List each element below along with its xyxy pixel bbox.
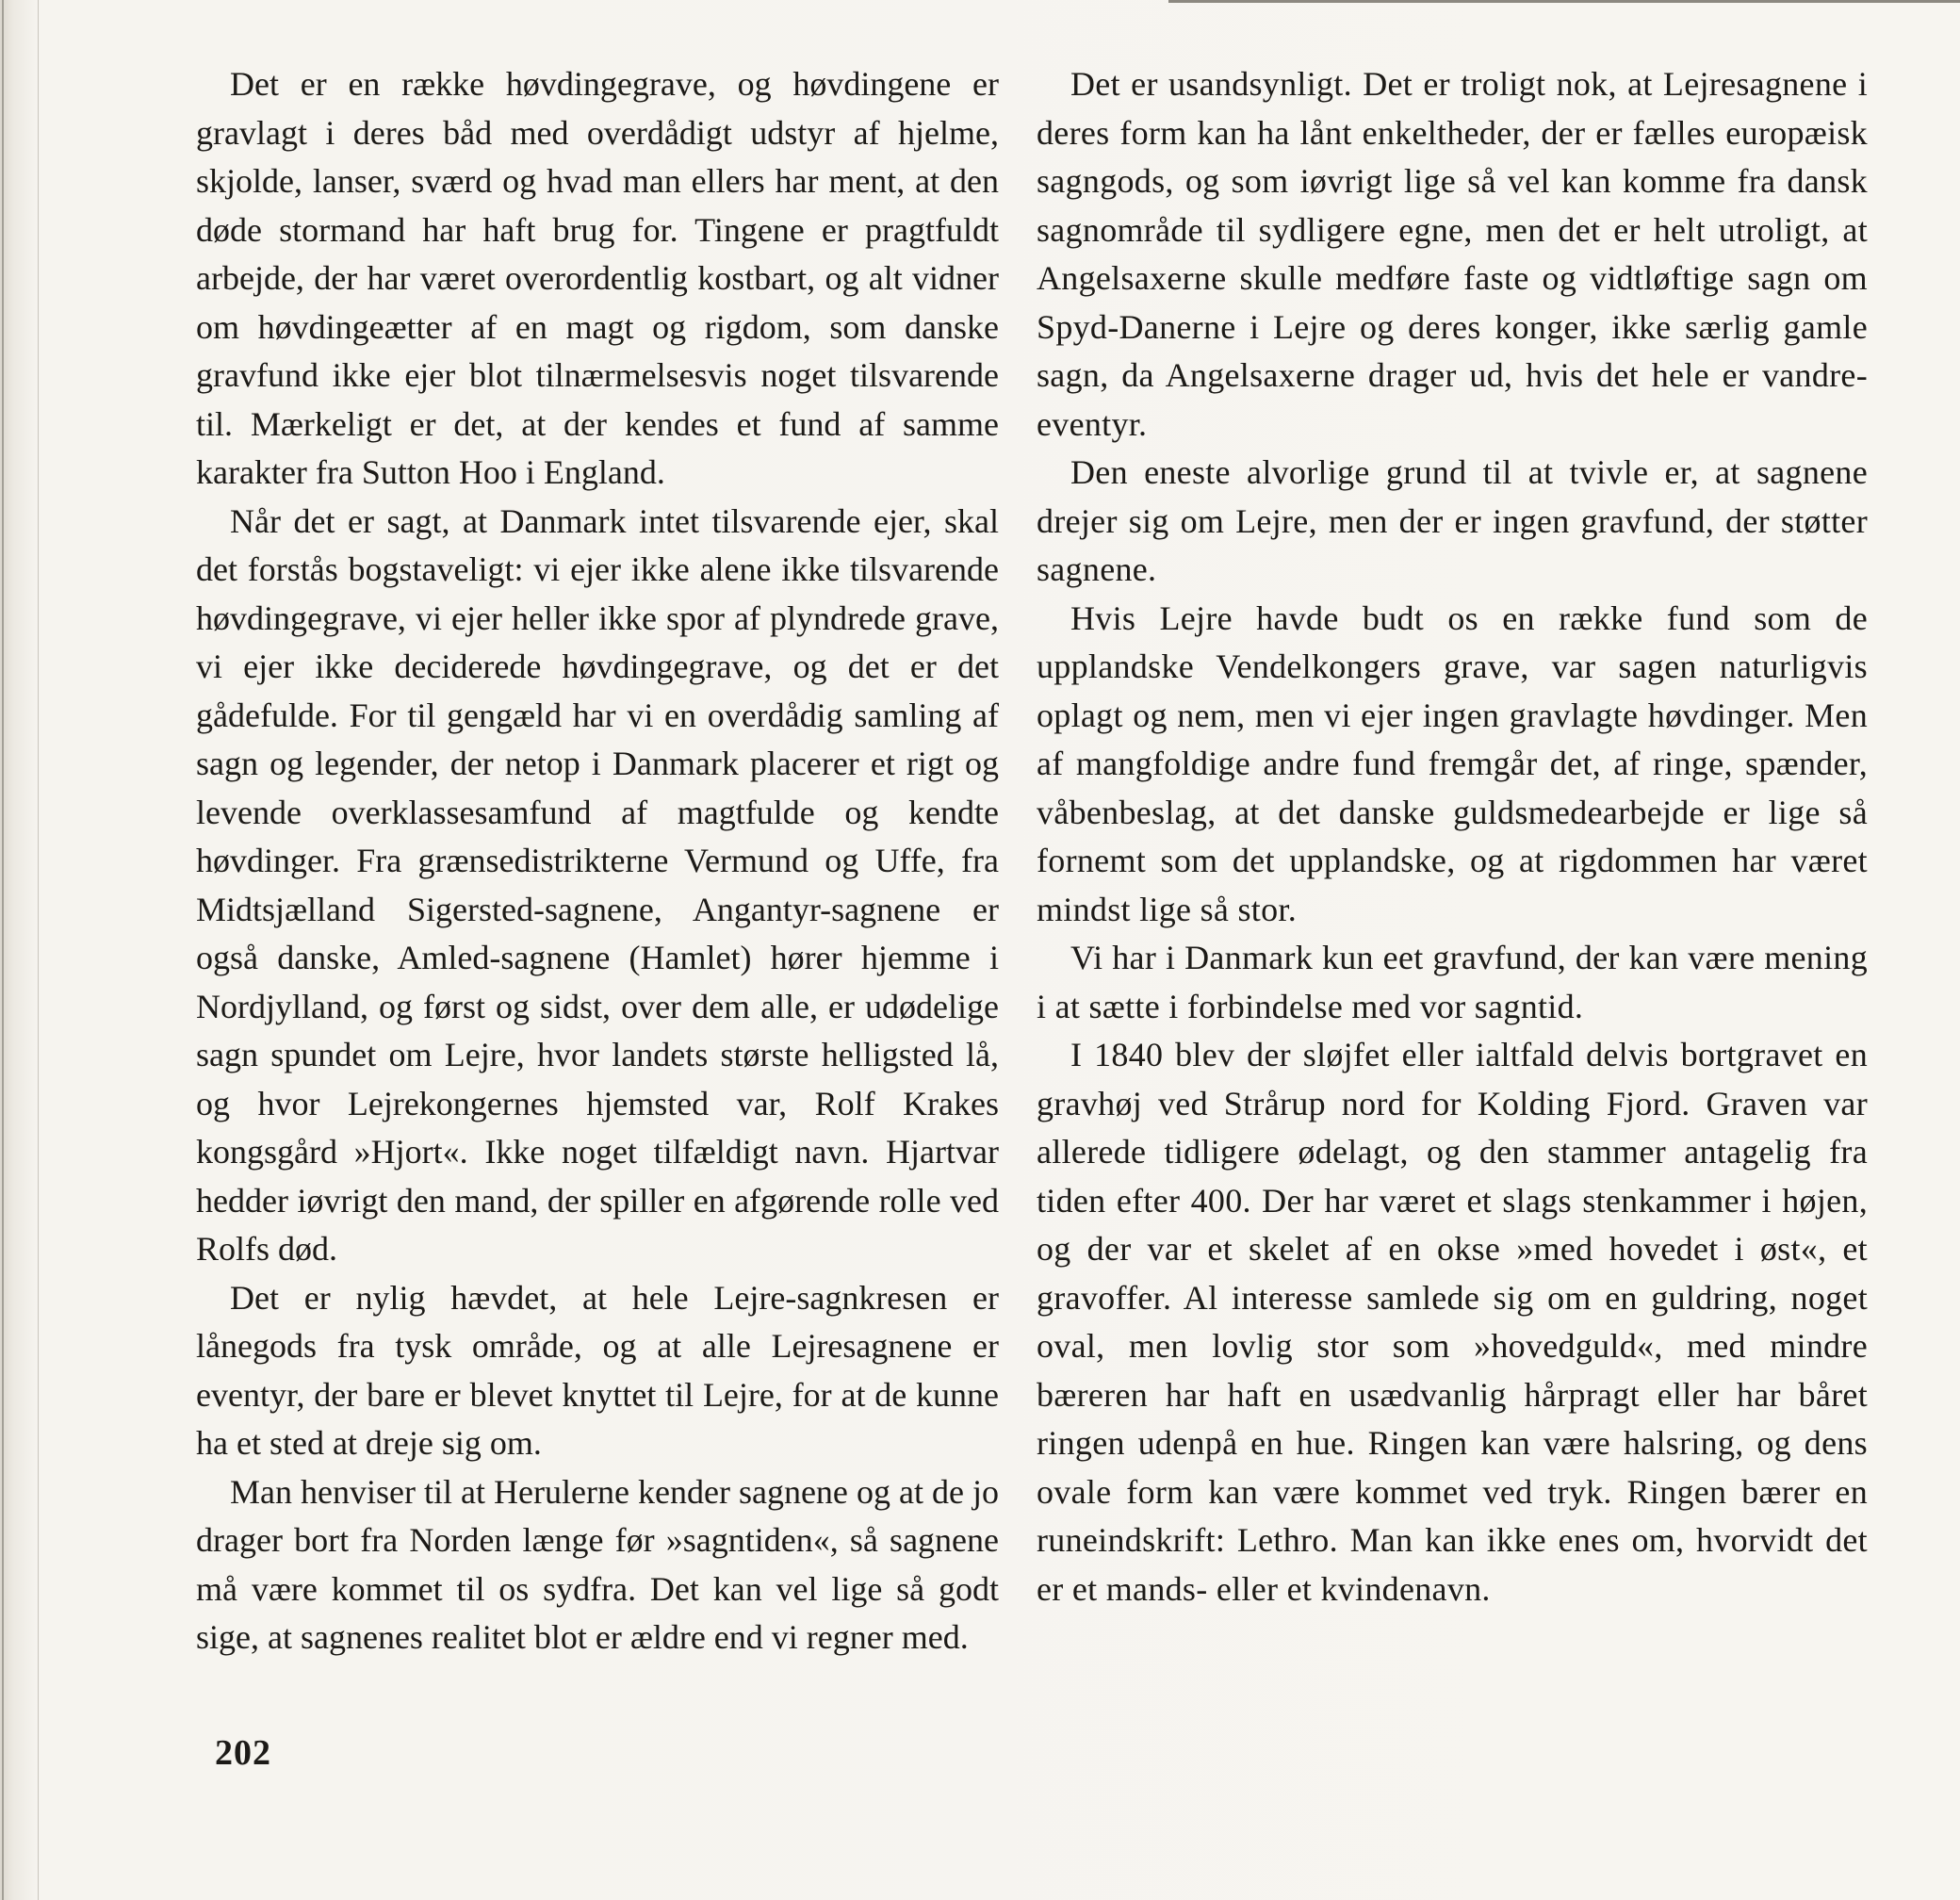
page-number: 202 [215, 1733, 271, 1773]
binding-shadow [38, 0, 39, 1900]
paragraph: Hvis Lejre havde budt os en række fund som de upplandske Vendelkongers grave, var sagen naturligvis oplagt og nem, men vi ejer ingen gravlagte høvdinger. Men af mangfoldige andre fund fremgår det, af ringe, spænder, våbenbeslag, at det danske guldsmedearbejde er lige så fornemt som det upplandske, og at rigdommen har været mindst lige så stor. [1037, 598, 1868, 928]
left-text-column [196, 60, 999, 1662]
right-text-column [1037, 60, 1868, 1613]
paragraph: I 1840 blev der sløjfet eller ialtfald delvis bortgravet en gravhøj ved Strårup nord for Kolding Fjord. Graven var allerede tidligere ødelagt, og den stammer antagelig fra tiden efter 400. Der har været et slags stenkammer i højen, og der var et skelet af en okse »med hovedet i øst«, et gravoffer. Al interesse samlede sig om en guldring, noget oval, men lovlig stor som »hovedguld«, med mindre bæreren har haft en usædvanlig hårpragt eller har båret ringen udenpå en hue. Ringen kan være halsring, og dens ovale form kan være kommet ved tryk. Ringen bærer en runeindskrift: Lethro. Man kan ikke enes om, hvorvidt det er et mands- eller et kvindenavn. [1037, 1036, 1868, 1608]
paragraph: Man henviser til at Herulerne kender sagnene og at de jo drager bort fra Norden længe før »sagntiden«, så sagnene må være kommet til os sydfra. Det kan vel lige så godt sige, at sagnenes realitet blot er ældre end vi regner med. [196, 1472, 999, 1656]
paragraph: Det er nylig hævdet, at hele Lejre-sagnkresen er lånegods fra tysk område, og at alle Lejresagnene er eventyr, der bare er blevet knyttet til Lejre, for at de kunne ha et sted at dreje sig om. [196, 1278, 999, 1462]
top-rule [1168, 0, 1960, 3]
paragraph: Det er en række høvdingegrave, og høvdingene er gravlagt i deres båd med overdådigt udstyr af hjelme, skjolde, lanser, sværd og hvad man ellers har ment, at den døde stormand har haft brug for. Tingene er pragtfuldt arbejde, der har været overordentlig kostbart, og alt vidner om høvdingeætter af en magt og rigdom, som danske gravfund ikke ejer blot tilnærmelsesvis noget tilsvarende til. Mærkeligt er det, at der kendes et fund af samme karakter fra Sutton Hoo i England. [196, 65, 999, 491]
paragraph: Den eneste alvorlige grund til at tvivle er, at sagnene drejer sig om Lejre, men der er ingen gravfund, der støtter sagnene. [1037, 453, 1868, 588]
paragraph: Det er usandsynligt. Det er troligt nok, at Lejresagnene i deres form kan ha lånt enkeltheder, der er fælles europæisk sagngods, og som iøvrigt lige så vel kan komme fra dansk sagnområde til sydligere egne, men det er helt utroligt, at Angelsaxerne skulle medføre faste og vidtløftige sagn om Spyd-Danerne i Lejre og deres konger, ikke særlig gamle sagn, da Angelsaxerne drager ud, hvis det hele er vandre-eventyr. [1037, 65, 1868, 443]
binding-edge [2, 0, 4, 1900]
paragraph: Vi har i Danmark kun eet gravfund, der kan være mening i at sætte i forbindelse med vor sagntid. [1037, 939, 1868, 1025]
paragraph: Når det er sagt, at Danmark intet tilsvarende ejer, skal det forstås bogstaveligt: vi ejer ikke alene ikke tilsvarende høvdingegrave, vi ejer heller ikke spor af plyndrede grave, vi ejer ikke deciderede høvdingegrave, og det er det gådefulde. For til gengæld har vi en overdådig samling af sagn og legender, der netop i Danmark placerer et rigt og levende overklassesamfund af magtfulde og kendte høvdinger. Fra grænsedistrikterne Vermund og Uffe, fra Midtsjælland Sigersted-sagnene, Angantyr-sagnene er også danske, Amled-sagnene (Hamlet) hører hjemme i Nordjylland, og først og sidst, over dem alle, er udødelige sagn spundet om Lejre, hvor landets største helligsted lå, og hvor Lejrekongernes hjemsted var, Rolf Krakes kongsgård »Hjort«. Ikke noget tilfældigt navn. Hjartvar hedder iøvrigt den mand, der spiller en afgørende rolle ved Rolfs død. [196, 501, 999, 1268]
